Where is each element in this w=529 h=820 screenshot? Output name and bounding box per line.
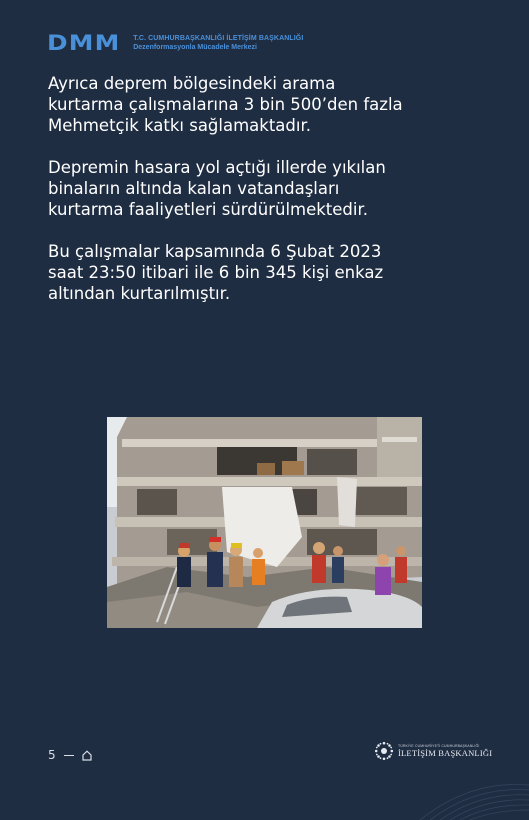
rescue-photo: [107, 417, 422, 628]
home-icon[interactable]: [82, 750, 92, 761]
paragraph-2: Depremin hasara yol açtığı illerde yıkılan binaların altında kalan vatandaşları kurtarma faaliyetleri sürdürülmektedir.: [48, 158, 386, 219]
footer-dash: [64, 755, 74, 756]
page-number: 5: [48, 748, 56, 762]
org-name: İLETİŞİM BAŞKANLIĞI: [398, 748, 493, 758]
logo-center-line: Dezenformasyonla Mücadele Merkezi: [133, 43, 257, 51]
emblem-icon: [374, 741, 394, 761]
logo-subtitle: [133, 35, 303, 51]
dmm-logo: DMM: [47, 31, 121, 55]
paragraph-1: Ayrıca deprem bölgesindeki arama kurtarma çalışmalarına 3 bin 500’den fazla Mehmetçik katkı sağlamaktadır.: [48, 74, 403, 135]
rescue-photo-illustration: [107, 417, 422, 628]
paragraph-3: Bu çalışmalar kapsamında 6 Şubat 2023 saat 23:50 itibari ile 6 bin 345 kişi enkaz altından kurtarılmıştır.: [48, 242, 384, 303]
page-footer-left: [48, 748, 92, 762]
org-parent-name: TÜRKİYE CUMHURİYETİ CUMHURBAŞKANLIĞI: [398, 743, 480, 748]
header-logo: [47, 33, 303, 54]
org-logo: [374, 741, 492, 761]
logo-org-line: T.C. CUMHURBAŞKANLIĞI İLETİŞİM BAŞKANLIĞI: [133, 35, 304, 43]
body-text: [48, 73, 488, 325]
org-name-block: [398, 744, 492, 758]
